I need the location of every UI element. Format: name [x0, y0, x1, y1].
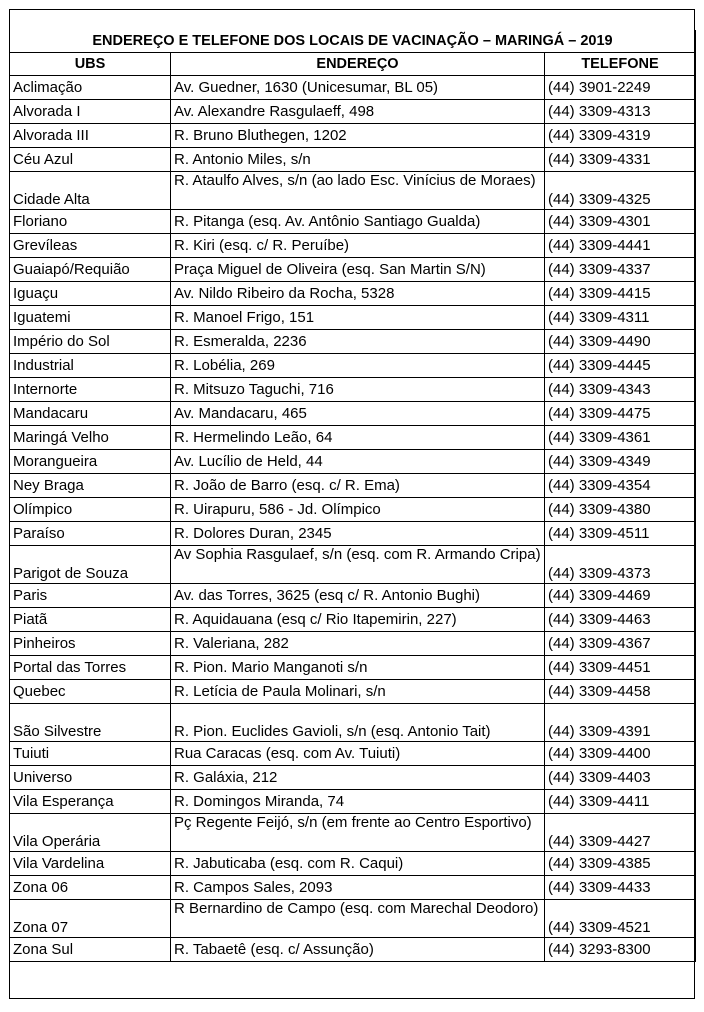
table-row [10, 584, 696, 608]
cell-telefone: (44) 3309-4349 [545, 450, 696, 474]
cell-ubs: Industrial [10, 354, 171, 378]
table-row [10, 354, 696, 378]
cell-ubs: Céu Azul [10, 148, 171, 172]
table-row [10, 900, 696, 938]
cell-telefone: (44) 3309-4391 [545, 704, 696, 742]
cell-ubs: Paris [10, 584, 171, 608]
table-title: ENDEREÇO E TELEFONE DOS LOCAIS DE VACINAÇÃO – MARINGÁ – 2019 [10, 30, 696, 53]
cell-endereco: R. Antonio Miles, s/n [171, 148, 545, 172]
table-row [10, 148, 696, 172]
cell-telefone: (44) 3309-4380 [545, 498, 696, 522]
cell-ubs: Alvorada III [10, 124, 171, 148]
table-row [10, 522, 696, 546]
table-row [10, 100, 696, 124]
cell-telefone: (44) 3309-4354 [545, 474, 696, 498]
cell-ubs: Floriano [10, 210, 171, 234]
cell-endereco: R. Lobélia, 269 [171, 354, 545, 378]
cell-ubs: Morangueira [10, 450, 171, 474]
cell-telefone: (44) 3309-4373 [545, 546, 696, 584]
table-row [10, 124, 696, 148]
cell-endereco: R. Letícia de Paula Molinari, s/n [171, 680, 545, 704]
cell-ubs: Paraíso [10, 522, 171, 546]
cell-ubs: Zona 06 [10, 876, 171, 900]
cell-ubs: Pinheiros [10, 632, 171, 656]
cell-ubs: Internorte [10, 378, 171, 402]
table-row [10, 306, 696, 330]
cell-endereco: R. Jabuticaba (esq. com R. Caqui) [171, 852, 545, 876]
cell-endereco: R. Dolores Duran, 2345 [171, 522, 545, 546]
cell-telefone: (44) 3309-4451 [545, 656, 696, 680]
cell-endereco: Rua Caracas (esq. com Av. Tuiuti) [171, 742, 545, 766]
cell-ubs: Cidade Alta [10, 172, 171, 210]
table-row [10, 814, 696, 852]
cell-telefone: (44) 3309-4521 [545, 900, 696, 938]
cell-telefone: (44) 3309-4490 [545, 330, 696, 354]
cell-endereco: R. Campos Sales, 2093 [171, 876, 545, 900]
cell-endereco: Av. Mandacaru, 465 [171, 402, 545, 426]
cell-endereco: R. Mitsuzo Taguchi, 716 [171, 378, 545, 402]
table-row [10, 378, 696, 402]
table-row [10, 766, 696, 790]
cell-telefone: (44) 3309-4361 [545, 426, 696, 450]
cell-telefone: (44) 3309-4343 [545, 378, 696, 402]
cell-telefone: (44) 3309-4411 [545, 790, 696, 814]
table-row [10, 402, 696, 426]
table-row [10, 680, 696, 704]
cell-endereco: R. Galáxia, 212 [171, 766, 545, 790]
header-telefone: TELEFONE [545, 53, 696, 76]
cell-ubs: Aclimação [10, 76, 171, 100]
cell-telefone: (44) 3309-4331 [545, 148, 696, 172]
cell-telefone: (44) 3309-4441 [545, 234, 696, 258]
table-row [10, 876, 696, 900]
cell-endereco: R. Aquidauana (esq c/ Rio Itapemirin, 227) [171, 608, 545, 632]
cell-ubs: Vila Operária [10, 814, 171, 852]
cell-endereco: R. Esmeralda, 2236 [171, 330, 545, 354]
table-row [10, 258, 696, 282]
table-row [10, 76, 696, 100]
cell-endereco: R. Bruno Bluthegen, 1202 [171, 124, 545, 148]
cell-ubs: Alvorada I [10, 100, 171, 124]
table-title-row [10, 30, 696, 53]
table-row [10, 172, 696, 210]
table-row [10, 546, 696, 584]
cell-endereco: R. Pion. Mario Manganoti s/n [171, 656, 545, 680]
cell-ubs: Universo [10, 766, 171, 790]
table-row [10, 450, 696, 474]
cell-telefone: (44) 3309-4319 [545, 124, 696, 148]
cell-endereco: R. Pion. Euclides Gavioli, s/n (esq. Antonio Tait) [171, 704, 545, 742]
cell-ubs: Iguaçu [10, 282, 171, 306]
cell-ubs: Zona 07 [10, 900, 171, 938]
cell-endereco: R Bernardino de Campo (esq. com Marechal Deodoro) [171, 900, 545, 938]
cell-telefone: (44) 3309-4511 [545, 522, 696, 546]
cell-ubs: Grevíleas [10, 234, 171, 258]
cell-ubs: Tuiuti [10, 742, 171, 766]
cell-telefone: (44) 3309-4311 [545, 306, 696, 330]
cell-endereco: R. Domingos Miranda, 74 [171, 790, 545, 814]
cell-telefone: (44) 3309-4367 [545, 632, 696, 656]
cell-telefone: (44) 3309-4445 [545, 354, 696, 378]
cell-telefone: (44) 3309-4313 [545, 100, 696, 124]
header-ubs: UBS [10, 53, 171, 76]
cell-endereco: R. Valeriana, 282 [171, 632, 545, 656]
cell-endereco: R. Manoel Frigo, 151 [171, 306, 545, 330]
cell-telefone: (44) 3309-4427 [545, 814, 696, 852]
cell-endereco: Pç Regente Feijó, s/n (em frente ao Centro Esportivo) [171, 814, 545, 852]
cell-telefone: (44) 3309-4337 [545, 258, 696, 282]
cell-telefone: (44) 3309-4325 [545, 172, 696, 210]
cell-endereco: Av. das Torres, 3625 (esq c/ R. Antonio Bughi) [171, 584, 545, 608]
cell-ubs: Guaiapó/Requião [10, 258, 171, 282]
cell-ubs: Piatã [10, 608, 171, 632]
cell-telefone: (44) 3309-4385 [545, 852, 696, 876]
table-row [10, 852, 696, 876]
cell-ubs: Vila Vardelina [10, 852, 171, 876]
cell-endereco: R. João de Barro (esq. c/ R. Ema) [171, 474, 545, 498]
cell-endereco: R. Ataulfo Alves, s/n (ao lado Esc. Vinícius de Moraes) [171, 172, 545, 210]
cell-endereco: Av. Lucílio de Held, 44 [171, 450, 545, 474]
cell-ubs: Iguatemi [10, 306, 171, 330]
table-row [10, 790, 696, 814]
cell-telefone: (44) 3309-4403 [545, 766, 696, 790]
cell-ubs: Vila Esperança [10, 790, 171, 814]
table-row [10, 282, 696, 306]
vaccination-locations-table [9, 30, 696, 962]
cell-ubs: Quebec [10, 680, 171, 704]
cell-telefone: (44) 3309-4458 [545, 680, 696, 704]
table-row [10, 498, 696, 522]
cell-telefone: (44) 3309-4469 [545, 584, 696, 608]
cell-endereco: Av. Alexandre Rasgulaeff, 498 [171, 100, 545, 124]
cell-endereco: R. Tabaetê (esq. c/ Assunção) [171, 938, 545, 962]
cell-ubs: Portal das Torres [10, 656, 171, 680]
cell-telefone: (44) 3901-2249 [545, 76, 696, 100]
table-header-row [10, 53, 696, 76]
cell-ubs: Mandacaru [10, 402, 171, 426]
cell-ubs: Ney Braga [10, 474, 171, 498]
cell-telefone: (44) 3309-4463 [545, 608, 696, 632]
table-row [10, 704, 696, 742]
cell-endereco: R. Kiri (esq. c/ R. Peruíbe) [171, 234, 545, 258]
cell-ubs: Império do Sol [10, 330, 171, 354]
cell-telefone: (44) 3309-4475 [545, 402, 696, 426]
cell-telefone: (44) 3309-4433 [545, 876, 696, 900]
table-row [10, 234, 696, 258]
cell-telefone: (44) 3309-4301 [545, 210, 696, 234]
cell-endereco: R. Pitanga (esq. Av. Antônio Santiago Gualda) [171, 210, 545, 234]
cell-telefone: (44) 3309-4415 [545, 282, 696, 306]
table-row [10, 210, 696, 234]
cell-ubs: Olímpico [10, 498, 171, 522]
cell-ubs: Parigot de Souza [10, 546, 171, 584]
table-row [10, 938, 696, 962]
cell-ubs: Maringá Velho [10, 426, 171, 450]
table-row [10, 330, 696, 354]
table-row [10, 426, 696, 450]
cell-endereco: Praça Miguel de Oliveira (esq. San Martin S/N) [171, 258, 545, 282]
table-row [10, 632, 696, 656]
cell-endereco: Av. Nildo Ribeiro da Rocha, 5328 [171, 282, 545, 306]
cell-endereco: Av. Guedner, 1630 (Unicesumar, BL 05) [171, 76, 545, 100]
table-row [10, 474, 696, 498]
cell-endereco: Av Sophia Rasgulaef, s/n (esq. com R. Armando Cripa) [171, 546, 545, 584]
cell-telefone: (44) 3309-4400 [545, 742, 696, 766]
table-row [10, 742, 696, 766]
table-row [10, 608, 696, 632]
cell-telefone: (44) 3293-8300 [545, 938, 696, 962]
header-endereco: ENDEREÇO [171, 53, 545, 76]
table-row [10, 656, 696, 680]
cell-ubs: Zona Sul [10, 938, 171, 962]
cell-ubs: São Silvestre [10, 704, 171, 742]
cell-endereco: R. Hermelindo Leão, 64 [171, 426, 545, 450]
cell-endereco: R. Uirapuru, 586 - Jd. Olímpico [171, 498, 545, 522]
